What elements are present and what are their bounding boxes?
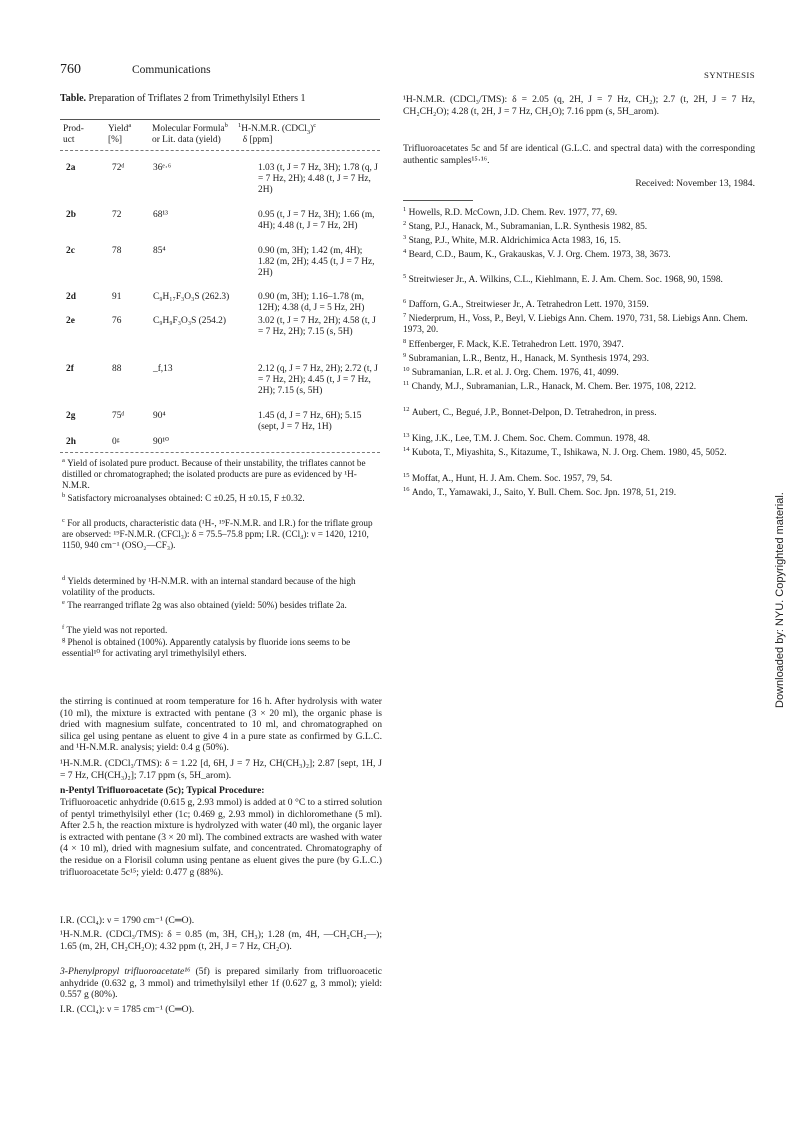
reference-12: $^{12}$ Aubert, C., Begué, J.P., Bonnet-Delpon, D. Tetrahedron, in press. [403, 405, 657, 418]
row-2f-formula: _f,13 [153, 364, 173, 374]
row-2g-product: 2g [66, 411, 76, 421]
footnote-b: $^b$ Satisfactory microanalyses obtained: C ±0.25, H ±0.15, F ±0.32. [62, 491, 305, 503]
row-2a-yield: 72ᵈ [112, 163, 125, 173]
reference-15: $^{15}$ Moffat, A., Hunt, H. J. Am. Chem. Soc. 1957, 79, 54. [403, 471, 613, 484]
row-2g-formula: 90⁴ [153, 411, 166, 421]
row-2a-nmr: 1.03 (t, J = 7 Hz, 3H); 1.78 (q, J = 7 Hz, 2H); 4.48 (t, J = 7 Hz, 2H) [258, 163, 378, 196]
compound-name-5f: 3-Phenylpropyl trifluoroacetate¹⁶ [60, 966, 191, 977]
download-watermark: Downloaded by: NYU. Copyrighted material. [774, 492, 786, 708]
col-header-yield: Yield$^a$ [%] [108, 121, 132, 146]
page-header [60, 62, 755, 82]
row-2b-formula: 68¹³ [153, 210, 168, 220]
reference-2: $^2$ Stang, P.J., Hanack, M., Subramanian, L.R. Synthesis 1982, 85. [403, 219, 648, 232]
footnote-f: $^f$ The yield was not reported. [62, 623, 168, 635]
row-2e-formula: C₉H₉F₃O₃S (254.2) [153, 316, 226, 326]
reference-11: $^{11}$ Chandy, M.J., Subramanian, L.R., Hanack, M. Chem. Ber. 1975, 108, 2212. [403, 379, 697, 392]
reference-8: $^8$ Effenberger, F. Mack, K.E. Tetrahedron Lett. 1970, 3947. [403, 337, 624, 350]
row-2a-product: 2a [66, 163, 76, 173]
row-2d-nmr: 0.90 (m, 3H); 1.16–1.78 (m, 12H); 4.38 (d, J = 5 Hz, 2H) [258, 292, 365, 314]
ir-data-5f: I.R. (CCl₄): ν = 1785 cm⁻¹ (C═O). [60, 1004, 195, 1015]
received-date: Received: November 13, 1984. [635, 178, 755, 189]
row-2e-nmr: 3.02 (t, J = 7 Hz, 2H); 4.58 (t, J = 7 Hz, 2H); 7.15 (s, 5H) [258, 316, 376, 338]
page-number: 760 [60, 62, 81, 77]
reference-9: $^9$ Subramanian, L.R., Bentz, H., Hanack, M. Synthesis 1974, 293. [403, 351, 649, 364]
procedure-heading: n-Pentyl Trifluoroacetate (5c); Typical Procedure: [60, 785, 265, 796]
nmr-data-5c: ¹H-N.M.R. (CDCl₃/TMS): δ = 0.85 (m, 3H, CH₃); 1.28 (m, 4H, —CH₂CH₂—); 1.65 (m, 2H, CH₂CH₂O); 4.32 ppm (t, 2H, J = 7 Hz, CH₂O). [60, 929, 382, 952]
col-header-formula: Molecular Formula$^b$ or Lit. data (yield) [152, 121, 228, 146]
reference-14: $^{14}$ Kubota, T., Miyashita, S., Kitazume, T., Ishikawa, N. J. Org. Chem. 1980, 45, 5052. [403, 445, 727, 458]
footnote-c: $^c$ For all products, characteristic data (¹H-, ¹⁹F-N.M.R. and I.R.) for the triflate group are observed: ¹⁹F-N.M.R. (CFCl₃): δ = 75.5–75.8 ppm; I.R. (CCl₄): ν = 1420, 1210, 1150, 940 cm⁻¹ (OSO₂—CF₃). [62, 516, 373, 550]
row-2d-formula: C₉H₁₇F₃O₃S (262.3) [153, 292, 230, 302]
reference-5: $^5$ Streitwieser Jr., A. Wilkins, C.L., Kiehlmann, E. J. Am. Chem. Soc. 1968, 90, 1598. [403, 272, 723, 285]
reference-10: $^{10}$ Subramanian, L.R. et al. J. Org. Chem. 1976, 41, 4099. [403, 365, 619, 378]
footnote-a: $^a$ Yield of isolated pure product. Because of their unstability, the triflates cannot be distilled or chromatographed; the isolated products are pure as evidenced by ¹H-N.M.R. [62, 456, 366, 490]
ir-data-5c: I.R. (CCl₄): ν = 1790 cm⁻¹ (C═O). [60, 915, 195, 926]
row-2a-formula: 36ᵉ·⁶ [153, 163, 172, 173]
nmr-data-4: ¹H-N.M.R. (CDCl₃/TMS): δ = 1.22 [d, 6H, J = 7 Hz, CH(CH₃)₂]; 2.87 [sept, 1H, J = 7 Hz, CH(CH₃)₂]; 7.17 ppm (s, 5H_arom). [60, 758, 382, 781]
row-2f-yield: 88 [112, 364, 122, 374]
row-2e-yield: 76 [112, 316, 122, 326]
row-2e-product: 2e [66, 316, 75, 326]
footnote-g: $^g$ Phenol is obtained (100%). Apparently catalysis by fluoride ions seems to be essential¹⁰ for activating aryl trimethylsilyl ethers. [62, 635, 351, 658]
reference-6: $^6$ Dafforn, G.A., Streitwieser Jr., A. Tetrahedron Lett. 1970, 3159. [403, 297, 649, 310]
reference-4: $^4$ Beard, C.D., Baum, K., Grakauskas, V. J. Org. Chem. 1973, 38, 3673. [403, 247, 671, 260]
row-2f-product: 2f [66, 364, 74, 374]
reference-1: $^1$ Howells, R.D. McCown, J.D. Chem. Rev. 1977, 77, 69. [403, 205, 618, 218]
row-2d-product: 2d [66, 292, 76, 302]
col-header-nmr: $^1$H-N.M.R. (CDCl$_3$)$^c$ δ [ppm] [238, 121, 317, 146]
row-2d-yield: 91 [112, 292, 122, 302]
row-2c-formula: 85⁴ [153, 246, 166, 256]
body-paragraph: the stirring is continued at room temperature for 16 h. After hydrolysis with water (10 ml), the mixture is extracted with pentane (3 × 20 ml), the organic phase is dried with magnesium sulfate, concentrated to 10 ml, and chromatographed on silica gel using pentane as eluent to give 4 in a pure state as confirmed by G.L.C. and ¹H-N.M.R. analysis; yield: 0.4 g (50%). [60, 696, 382, 754]
row-2b-yield: 72 [112, 210, 122, 220]
reference-3: $^3$ Stang, P.J., White, M.R. Aldrichimica Acta 1983, 16, 15. [403, 233, 621, 246]
section-title: Communications [132, 64, 211, 76]
nmr-data-5f: ¹H-N.M.R. (CDCl₃/TMS): δ = 2.05 (q, 2H, J = 7 Hz, CH₂); 2.7 (t, 2H, J = 7 Hz, CH₂CH₂O); 4.28 (t, 2H, J = 7 Hz, CH₂O); 7.16 ppm (s, 5H_arom). [403, 94, 755, 117]
table-caption [60, 93, 390, 104]
row-2g-nmr: 1.45 (d, J = 7 Hz, 6H); 5.15 (sept, J = 7 Hz, 1H) [258, 411, 362, 433]
footnote-e: $^e$ The rearranged triflate 2g was also obtained (yield: 50%) besides triflate 2a. [62, 598, 347, 610]
table-caption-text: Preparation of Triflates 2 from Trimethylsilyl Ethers 1 [88, 93, 306, 104]
row-2c-yield: 78 [112, 246, 122, 256]
table-rule-bottom [60, 452, 380, 453]
row-2g-yield: 75ᵈ [112, 411, 125, 421]
reference-13: $^{13}$ King, J.K., Lee, T.M. J. Chem. Soc. Chem. Commun. 1978, 48. [403, 431, 651, 444]
identity-statement: Trifluoroacetates 5c and 5f are identical (G.L.C. and spectral data) with the corresponding authentic samples¹⁵·¹⁶. [403, 143, 755, 166]
row-2f-nmr: 2.12 (q, J = 7 Hz, 2H); 2.72 (t, J = 7 Hz, 2H); 4.45 (t, J = 7 Hz, 2H); 7.15 (s, 5H) [258, 364, 378, 397]
references-rule [403, 200, 473, 201]
row-2c-product: 2c [66, 246, 75, 256]
table-rule-top [60, 119, 380, 120]
procedure-5f [60, 966, 382, 1001]
col-header-product: Prod- uct [63, 124, 84, 146]
row-2h-yield: 0ᵍ [112, 437, 120, 447]
row-2b-product: 2b [66, 210, 76, 220]
journal-name: SYNTHESIS [703, 70, 755, 80]
row-2h-formula: 90¹⁰ [153, 437, 169, 447]
procedure-paragraph: Trifluoroacetic anhydride (0.615 g, 2.93 mmol) is added at 0 °C to a stirred solution of pentyl trimethylsilyl ether (1c; 0.469 g, 2.93 mmol) in dichloromethane (5 ml). After 2.5 h, the reaction mixture is hydrolyzed with water (40 ml), the organic layer is extracted with pentane (3 × 20 ml). The combined extracts are washed with water (4 × 10 ml), dried with magnesium sulfate, and concentrated. Chromatography of the residue on a Florisil column using pentane as eluent gives the pure (by G.L.C.) trifluoroacetate 5c¹⁵; yield: 0.477 g (88%). [60, 797, 382, 878]
table-caption-label: Table. [60, 93, 87, 104]
reference-7: $^7$ Niederprum, H., Voss, P., Beyl, V. Liebigs Ann. Chem. 1970, 731, 58. Liebigs Ann. Chem. 1973, 20. [403, 311, 748, 336]
row-2c-nmr: 0.90 (m, 3H); 1.42 (m, 4H); 1.82 (m, 2H); 4.45 (t, J = 7 Hz, 2H) [258, 246, 375, 279]
row-2b-nmr: 0.95 (t, J = 7 Hz, 3H); 1.66 (m, 4H); 4.48 (t, J = 7 Hz, 2H) [258, 210, 375, 232]
footnote-d: $^d$ Yields determined by ¹H-N.M.R. with an internal standard because of the high volatility of the products. [62, 574, 356, 597]
row-2h-product: 2h [66, 437, 76, 447]
procedure-5f-text: (5f) is prepared similarly from trifluoroacetic anhydride (0.632 g, 3 mmol) and trimethylsilyl ether 1f (0.627 g, 3 mmol); yield: 0.557 g (80%). [60, 966, 382, 1001]
table-rule-header [60, 150, 380, 151]
reference-16: $^{16}$ Ando, T., Yamawaki, J., Saito, Y. Bull. Chem. Soc. Jpn. 1978, 51, 219. [403, 485, 677, 498]
